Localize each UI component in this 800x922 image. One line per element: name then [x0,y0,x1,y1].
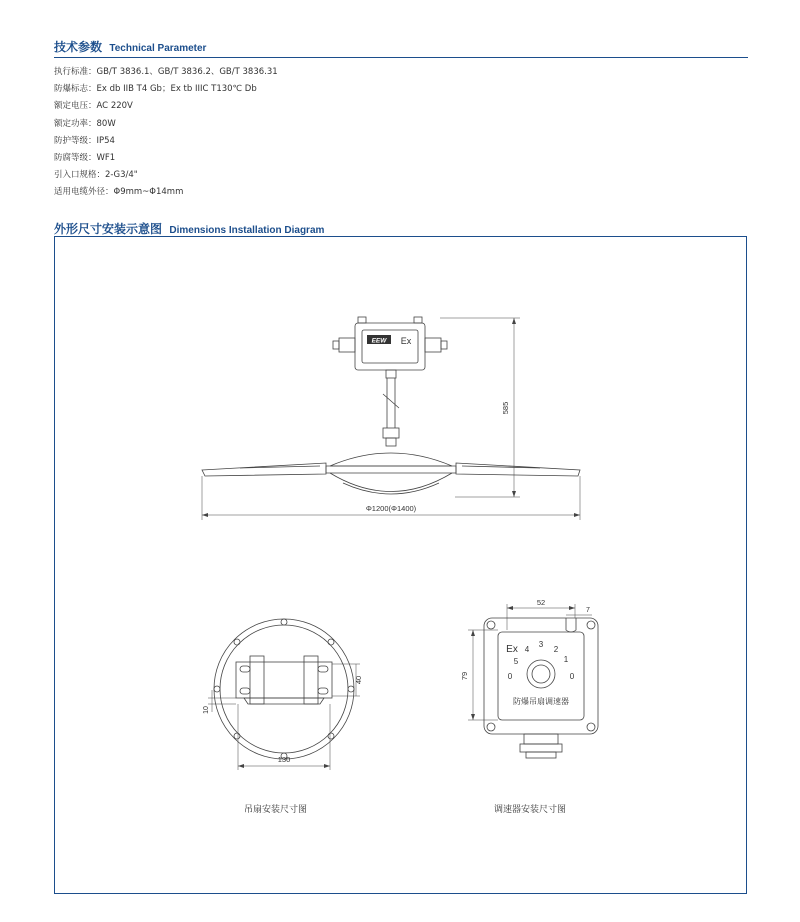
diagram-title-zh: 外形尺寸安装示意图 [54,222,163,236]
cable-gland-right [425,338,441,352]
dial-mark: 1 [563,655,569,664]
mount-plate-drawing [203,619,363,770]
controller-label: 防爆吊扇调速器 [513,697,569,706]
controller-ex-mark: Ex [506,644,518,655]
dim-mount-height: 40 [354,675,363,685]
technical-title-en: Technical Parameter [109,43,207,54]
fan-blade-right [456,463,580,476]
param-row: 防护等级：IP54 [54,135,115,146]
ceiling-fan-drawing [202,317,580,520]
dial-mark: 0 [569,672,575,681]
technical-title-zh: 技术参数 [54,40,103,54]
dim-controller-width: 52 [536,598,546,607]
param-row: 防爆标志：Ex db IIB T4 Gb；Ex tb IIIC T130℃ Db [54,84,257,95]
fan-blade-left [202,463,326,476]
dim-controller-small: 7 [586,607,590,614]
dial-mark: 0 [507,672,513,681]
param-row: 额定功率：80W [54,118,116,129]
dial-mark: 4 [524,645,530,654]
cable-gland-left [339,338,355,352]
motor-top [330,453,452,466]
param-row: 引入口规格：2-G3/4" [54,170,138,181]
speed-controller-drawing [460,598,598,758]
controller-caption: 调速器安装尺寸图 [494,805,567,815]
param-row: 适用电缆外径：Φ9mm~Φ14mm [54,187,184,198]
dim-mount-offset: 10 [203,706,210,714]
param-row: 额定电压：AC 220V [54,101,133,112]
speed-knob [527,660,555,688]
dim-mount-width: 130 [277,755,291,764]
fan-ex-mark: Ex [400,336,412,346]
dim-fan-diameter: Φ1200(Φ1400) [365,504,417,513]
eew-logo: EEW [371,337,387,345]
dial-mark: 5 [513,657,519,666]
mount-caption: 吊扇安装尺寸图 [244,805,308,815]
param-row: 执行标准：GB/T 3836.1、GB/T 3836.2、GB/T 3836.31 [54,67,278,77]
controller-body [484,618,598,734]
dial-mark: 2 [553,645,559,654]
param-row: 防腐等级：WF1 [54,153,116,164]
diagram-title-en: Dimensions Installation Diagram [169,225,325,236]
dial-mark: 3 [538,640,544,649]
dim-fan-height: 585 [501,401,510,415]
dim-controller-height: 79 [460,671,469,681]
